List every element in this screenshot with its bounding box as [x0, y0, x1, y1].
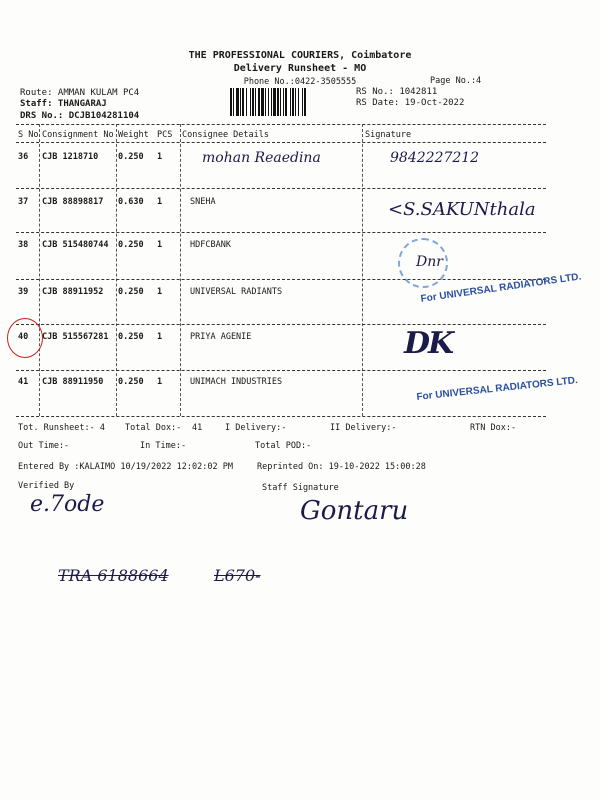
divider: [16, 370, 546, 371]
total-pod: Total POD:-: [255, 441, 312, 451]
divider: [16, 279, 546, 280]
staff-signature: Gontaru: [300, 496, 409, 526]
staff-signature-label: Staff Signature: [262, 483, 339, 493]
rs-date: RS Date: 19-Oct-2022: [356, 98, 465, 108]
in-time: In Time:-: [140, 441, 187, 451]
divider: [16, 232, 546, 233]
rs-number: RS No.: 1042811: [356, 87, 438, 97]
row-consignment: CJB 1218710: [42, 152, 99, 162]
document-title: Delivery Runsheet - MO: [233, 63, 367, 74]
barcode: [230, 88, 348, 116]
column-divider: [39, 124, 40, 416]
out-time: Out Time:-: [18, 441, 70, 451]
divider: [16, 142, 546, 143]
divider: [16, 416, 546, 417]
struck-note: L670-: [214, 566, 261, 585]
row-signature: <S.SAKUNthala: [388, 199, 536, 220]
row-pcs: 1: [157, 287, 163, 297]
header-signature: Signature: [365, 130, 412, 140]
i-delivery: I Delivery:-: [225, 423, 287, 433]
column-divider: [116, 124, 117, 416]
handwritten-consignee: mohan Reaedina: [202, 150, 321, 166]
row-consignment: CJB 88911952: [42, 287, 104, 297]
header-weight: Weight: [118, 130, 149, 140]
column-divider: [180, 124, 181, 416]
phone-number: Phone No.:0422-3505555: [243, 77, 357, 87]
row-consignment: CJB 88898817: [42, 197, 104, 207]
row-sno: 38: [18, 240, 29, 250]
row-consignee: SNEHA: [190, 197, 216, 207]
reprinted-on: Reprinted On: 19-10-2022 15:00:28: [257, 462, 426, 472]
divider: [16, 188, 546, 189]
column-divider: [362, 124, 363, 416]
row-sno: 39: [18, 287, 29, 297]
row-sno: 36: [18, 152, 29, 162]
header-consignee: Consignee Details: [182, 130, 269, 140]
company-name: THE PROFESSIONAL COURIERS, Coimbatore: [188, 50, 412, 61]
row-signature: DK: [404, 326, 453, 361]
total-dox-label: Total Dox:-: [125, 423, 182, 433]
row-sno: 37: [18, 197, 29, 207]
row-weight: 0.250: [118, 377, 144, 387]
row-pcs: 1: [157, 240, 163, 250]
row-consignment: CJB 515480744: [42, 240, 109, 250]
row-weight: 0.630: [118, 197, 144, 207]
entered-by: Entered By :KALAIMO 10/19/2022 12:02:02 PM: [18, 462, 233, 472]
page-number: Page No.:4: [430, 76, 482, 86]
staff: Staff: THANGARAJ: [20, 99, 107, 109]
row-weight: 0.250: [118, 332, 144, 342]
row-consignment: CJB 88911950: [42, 377, 104, 387]
header-pcs: PCS: [157, 130, 173, 140]
divider: [16, 324, 546, 325]
row-pcs: 1: [157, 332, 163, 342]
divider: [16, 124, 546, 125]
row-weight: 0.250: [118, 240, 144, 250]
row-consignee: UNIVERSAL RADIANTS: [190, 287, 283, 297]
header-sno: S No: [18, 130, 39, 140]
row-consignee: UNIMACH INDUSTRIES: [190, 377, 283, 387]
row-consignee: PRIYA AGENIE: [190, 332, 252, 342]
row-signature: Dnr: [416, 254, 443, 270]
total-dox-value: 41: [192, 423, 203, 433]
total-runsheet: Tot. Runsheet:- 4: [18, 423, 105, 433]
row-consignee: HDFCBANK: [190, 240, 231, 250]
rtn-dox: RTN Dox:-: [470, 423, 517, 433]
row-pcs: 1: [157, 152, 163, 162]
verified-by-signature: e.7ode: [30, 492, 105, 517]
header-consignment: Consignment No: [42, 130, 114, 140]
row-weight: 0.250: [118, 287, 144, 297]
ii-delivery: II Delivery:-: [330, 423, 397, 433]
row-weight: 0.250: [118, 152, 144, 162]
row-pcs: 1: [157, 377, 163, 387]
row-sno: 41: [18, 377, 29, 387]
row-pcs: 1: [157, 197, 163, 207]
row-signature: 9842227212: [390, 150, 480, 166]
struck-note: TRA 6188664: [58, 566, 169, 585]
company-stamp: For UNIVERSAL RADIATORS LTD.: [416, 375, 579, 403]
row-sno: 40: [18, 332, 29, 342]
verified-by-label: Verified By: [18, 481, 75, 491]
row-consignment: CJB 515567281: [42, 332, 109, 342]
route: Route: AMMAN KULAM PC4: [20, 88, 140, 98]
drs-number: DRS No.: DCJB104281104: [20, 111, 140, 121]
company-stamp: For UNIVERSAL RADIATORS LTD.: [420, 271, 583, 305]
